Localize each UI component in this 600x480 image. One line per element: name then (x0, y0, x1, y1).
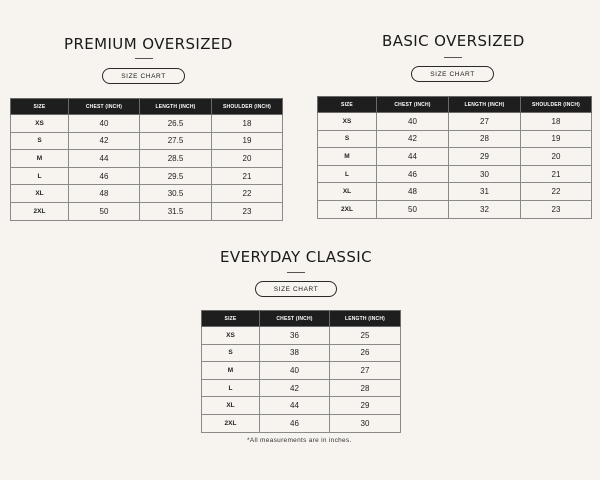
measurement-cell: 30 (330, 414, 401, 432)
everyday-title-underline (287, 272, 305, 273)
size-cell: 2XL (318, 200, 377, 218)
basic-size-chart-button[interactable]: SIZE CHART (411, 66, 494, 82)
table-row (11, 115, 283, 133)
measurement-cell: 18 (521, 113, 592, 131)
measurements-footnote: *All measurements are in inches. (247, 437, 352, 444)
measurement-cell: 30.5 (140, 185, 212, 203)
column-header: SIZE (202, 311, 260, 327)
column-header: CHEST (INCH) (69, 99, 140, 115)
column-header: LENGTH (INCH) (330, 311, 401, 327)
measurement-cell: 38 (260, 344, 330, 362)
table-row (11, 167, 283, 185)
measurement-cell: 50 (69, 202, 140, 220)
table-row (202, 362, 401, 380)
measurement-cell: 26.5 (140, 115, 212, 133)
measurement-cell: 44 (377, 148, 449, 166)
table-header-row (318, 97, 592, 113)
premium-oversized-title: PREMIUM OVERSIZED (64, 35, 233, 53)
measurement-cell: 21 (521, 165, 592, 183)
measurement-cell: 29 (449, 148, 521, 166)
measurement-cell: 46 (260, 414, 330, 432)
size-cell: XL (318, 183, 377, 201)
premium-size-chart-button[interactable]: SIZE CHART (102, 68, 185, 84)
table-row (202, 397, 401, 415)
size-cell: XS (11, 115, 69, 133)
measurement-cell: 25 (330, 327, 401, 345)
measurement-cell: 42 (69, 132, 140, 150)
measurement-cell: 19 (212, 132, 283, 150)
measurement-cell: 31.5 (140, 202, 212, 220)
table-row (318, 130, 592, 148)
table-row (202, 327, 401, 345)
size-cell: XL (202, 397, 260, 415)
measurement-cell: 23 (521, 200, 592, 218)
measurement-cell: 21 (212, 167, 283, 185)
measurement-cell: 27 (330, 362, 401, 380)
size-cell: L (318, 165, 377, 183)
everyday-classic-table (201, 310, 401, 433)
everyday-classic-title: EVERYDAY CLASSIC (220, 248, 372, 266)
size-cell: L (202, 379, 260, 397)
size-cell: XL (11, 185, 69, 203)
size-cell: M (202, 362, 260, 380)
column-header: LENGTH (INCH) (449, 97, 521, 113)
size-cell: 2XL (202, 414, 260, 432)
measurement-cell: 20 (212, 150, 283, 168)
column-header: CHEST (INCH) (260, 311, 330, 327)
size-cell: S (202, 344, 260, 362)
table-row (11, 185, 283, 203)
everyday-size-chart-button[interactable]: SIZE CHART (255, 281, 337, 297)
measurement-cell: 40 (260, 362, 330, 380)
measurement-cell: 42 (377, 130, 449, 148)
measurement-cell: 19 (521, 130, 592, 148)
table-row (202, 414, 401, 432)
measurement-cell: 48 (377, 183, 449, 201)
column-header: SIZE (11, 99, 69, 115)
size-cell: M (318, 148, 377, 166)
table-row (202, 379, 401, 397)
measurement-cell: 30 (449, 165, 521, 183)
measurement-cell: 50 (377, 200, 449, 218)
size-cell: XS (202, 327, 260, 345)
column-header: SHOULDER (INCH) (212, 99, 283, 115)
measurement-cell: 32 (449, 200, 521, 218)
table-row (11, 132, 283, 150)
size-cell: XS (318, 113, 377, 131)
measurement-cell: 44 (260, 397, 330, 415)
measurement-cell: 46 (69, 167, 140, 185)
table-row (11, 150, 283, 168)
table-row (318, 200, 592, 218)
measurement-cell: 29 (330, 397, 401, 415)
measurement-cell: 28 (449, 130, 521, 148)
measurement-cell: 28.5 (140, 150, 212, 168)
column-header: LENGTH (INCH) (140, 99, 212, 115)
measurement-cell: 29.5 (140, 167, 212, 185)
measurement-cell: 46 (377, 165, 449, 183)
table-row (202, 344, 401, 362)
measurement-cell: 40 (377, 113, 449, 131)
column-header: SIZE (318, 97, 377, 113)
column-header: SHOULDER (INCH) (521, 97, 592, 113)
basic-title-underline (444, 57, 462, 58)
premium-title-underline (135, 58, 153, 59)
measurement-cell: 27.5 (140, 132, 212, 150)
premium-oversized-table (10, 98, 283, 221)
table-row (11, 202, 283, 220)
column-header: CHEST (INCH) (377, 97, 449, 113)
size-cell: L (11, 167, 69, 185)
measurement-cell: 22 (212, 185, 283, 203)
measurement-cell: 20 (521, 148, 592, 166)
measurement-cell: 28 (330, 379, 401, 397)
size-cell: S (318, 130, 377, 148)
table-row (318, 148, 592, 166)
measurement-cell: 48 (69, 185, 140, 203)
table-row (318, 165, 592, 183)
measurement-cell: 42 (260, 379, 330, 397)
measurement-cell: 31 (449, 183, 521, 201)
size-cell: 2XL (11, 202, 69, 220)
table-header-row (202, 311, 401, 327)
measurement-cell: 36 (260, 327, 330, 345)
basic-oversized-title: BASIC OVERSIZED (382, 32, 525, 50)
size-cell: S (11, 132, 69, 150)
measurement-cell: 44 (69, 150, 140, 168)
measurement-cell: 23 (212, 202, 283, 220)
size-cell: M (11, 150, 69, 168)
measurement-cell: 26 (330, 344, 401, 362)
table-header-row (11, 99, 283, 115)
measurement-cell: 22 (521, 183, 592, 201)
measurement-cell: 18 (212, 115, 283, 133)
table-row (318, 113, 592, 131)
basic-oversized-table (317, 96, 592, 219)
measurement-cell: 40 (69, 115, 140, 133)
table-row (318, 183, 592, 201)
measurement-cell: 27 (449, 113, 521, 131)
